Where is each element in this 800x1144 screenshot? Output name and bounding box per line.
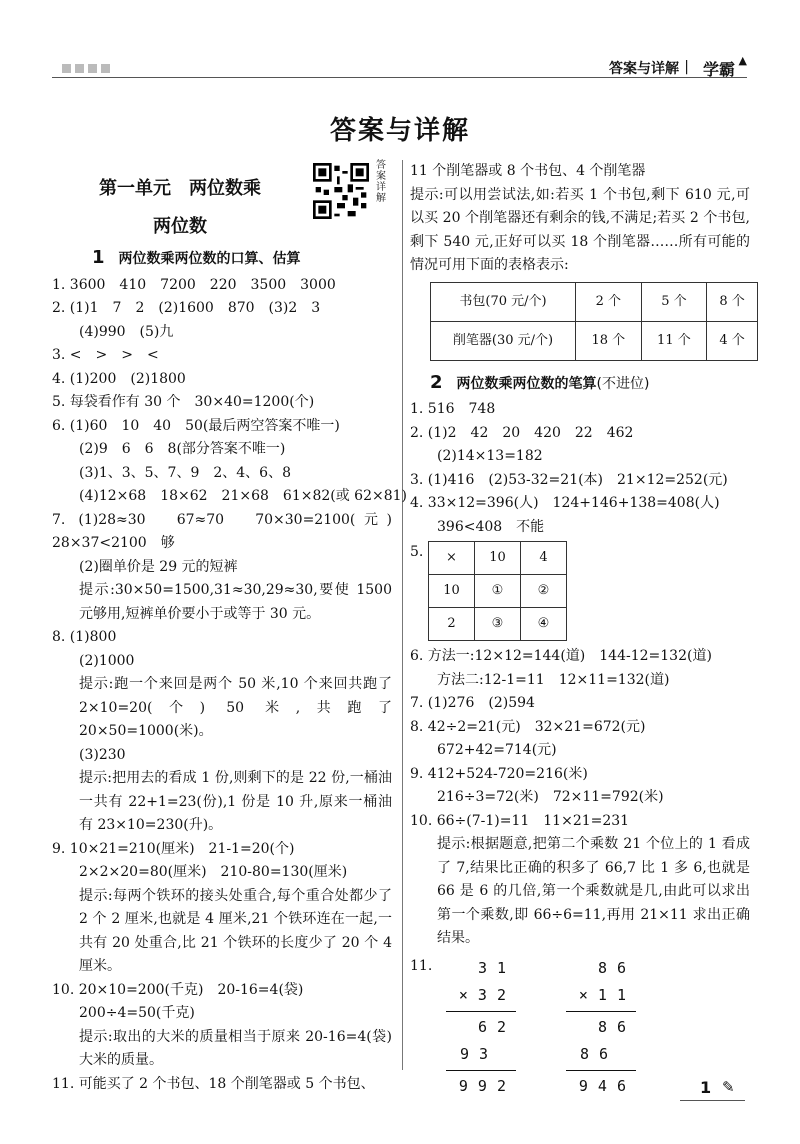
section-2-title-tail: (不进位) [596,375,650,392]
answer-line: 提示:根据题意,把第二个乘数 21 个位上的 1 看成了 7,结果比正确的积多了 66,7 比 1 多 6,也就是 66 是 6 的几倍,第一个乘数就是几,由此可以求出第一个乘数,即 66÷6=11,再用 21×11 求出正确结果。 [437,836,750,946]
answer-line: 提示:每两个铁环的接头处重合,每个重合处都少了 2 个 2 厘米,也就是 4 厘米,21 个铁环连在一起,一共有 20 处重合,比 21 个铁环的长度少了 20 个 4 厘米。 [79,887,392,974]
answer-line: 1. 516 748 [410,401,496,417]
table-cell: ① [475,575,521,608]
unit-title-line2: 两位数 [153,216,207,237]
table-cell: × [429,542,475,575]
answer-line: 7. (1)276 (2)594 [410,695,535,711]
answer-line: 200÷4=50(千克) [79,1005,195,1021]
answer-line: 10. 66÷(7-1)=11 11×21=231 [410,812,630,829]
left-column [52,244,408,1096]
q11-number: 11. [410,957,433,974]
decor-squares [62,64,110,73]
table-cell: 11 个 [641,321,707,360]
page-number: 1 [700,1078,712,1097]
right-mid-answers [410,398,750,539]
calc-multiplier: ×32 [458,985,516,1004]
pencil-icon: ✎ [722,1078,735,1096]
column-divider [402,160,403,1070]
right-column [410,160,750,1100]
section-1-heading [52,246,392,272]
answer-line: (3)230 [79,746,126,763]
section-1-number: 1 [92,247,105,268]
right-bottom-answers [410,645,750,951]
calc-result: 946 [578,1076,636,1095]
unit-title [60,170,300,246]
calc-partial-2: 86 [579,1044,618,1063]
answer-line: 6. (1)60 10 40 50(最后两空答案不唯一) [52,417,340,434]
q5-block [410,541,750,641]
calc-result: 992 [458,1076,516,1095]
section-2-number: 2 [430,371,443,393]
table-row [429,542,567,575]
section-2-heading [410,371,750,397]
calc-rule [446,1070,516,1071]
section-2-title: 两位数乘两位数的笔算 [456,375,597,392]
answer-line: 216÷3=72(米) 72×11=792(米) [437,789,664,805]
calc-rule [446,1011,516,1012]
price-row-sharpener [431,321,758,360]
answer-line: 396<408 不能 [437,518,545,535]
table-cell: 18 个 [576,321,642,360]
table-cell: 4 个 [707,321,758,360]
header-separator: | [684,59,689,75]
answer-line: (2)1000 [79,652,135,669]
right-top-answers [410,160,750,278]
calc-multiplicand: 86 [597,958,636,977]
calc-multiplicand: 31 [477,958,516,977]
vertical-calc-2 [566,955,636,1100]
brand-logo: 学霸 [702,60,735,79]
table-cell: 5 个 [641,282,707,321]
answer-line: 672+42=714(元) [437,742,557,758]
page-header [52,54,747,79]
calc-rule [566,1011,636,1012]
answer-line: 提示:可以用尝试法,如:若买 1 个书包,剩下 610 元,可以买 20 个削笔器还有剩余的钱,不满足;若买 2 个书包,剩下 540 元,正好可以买 18 个削笔器……所有可能的情况可用下面的表格表示: [410,186,750,273]
answer-line: 3. (1)416 (2)53-32=21(本) 21×12=252(元) [410,471,728,488]
answer-line: 7. (1)28≈30 67≈70 70×30=2100(元) 28×37<2100 够 [52,511,406,551]
calc-multiplier: ×11 [578,985,636,1004]
table-cell: 8 个 [707,282,758,321]
calc-partial-1: 62 [477,1017,516,1036]
header-title: 答案与详解 [609,61,679,77]
table-cell: ② [521,575,567,608]
left-answers [52,274,408,1097]
answer-line: 4. 33×12=396(人) 124+146+138=408(人) [410,495,720,511]
price-table [430,282,758,361]
calc-partial-2: 93 [459,1044,498,1063]
footer-rule [680,1100,745,1101]
answer-line: 10. 20×10=200(千克) 20-16=4(袋) [52,981,304,998]
calc-partial-1: 86 [597,1017,636,1036]
table-cell: ④ [521,608,567,641]
section-1-title: 两位数乘两位数的口算、估算 [118,251,301,267]
answer-line: (4)990 (5)九 [79,323,174,340]
calc-rule [566,1070,636,1071]
graduation-cap-icon: ▲ [738,54,747,67]
answer-line: 8. (1)800 [52,629,117,645]
table-row [429,608,567,641]
answer-line: 8. 42÷2=21(元) 32×21=672(元) [410,718,646,735]
vertical-calc-1 [446,955,516,1100]
answer-line: 4. (1)200 (2)1800 [52,370,186,387]
qr-label: 答案详解 [376,160,386,204]
answer-line: 2×2×20=80(厘米) 210-80=130(厘米) [79,864,348,880]
answer-line: (2)14×13=182 [437,448,543,464]
answer-line: 2. (1)2 42 20 420 22 462 [410,424,634,441]
unit-title-line1: 第一单元 两位数乘 [99,178,261,199]
answer-line: 2. (1)1 7 2 (2)1600 870 (3)2 3 [52,300,321,316]
table-cell: ③ [475,608,521,641]
answer-line: 9. 10×21=210(厘米) 21-1=20(个) [52,840,295,857]
answer-line: 9. 412+524-720=216(米) [410,765,588,782]
table-cell: 2 个 [576,282,642,321]
table-cell: 4 [521,542,567,575]
answer-line: 提示:30×50=1500,31≈30,29≈30,要使 1500 元够用,短裤单价要小于或等于 30 元。 [79,582,392,622]
table-cell: 10 [429,575,475,608]
answer-line: (2)圈单价是 29 元的短裤 [79,558,238,575]
table-cell: 书包(70 元/个) [431,282,576,321]
answer-line: 11. 可能买了 2 个书包、18 个削笔器或 5 个书包、 [52,1075,375,1092]
q5-number: 5. [410,544,424,560]
answer-line: 3. < > > < [52,347,159,363]
answer-line: (2)9 6 6 8(部分答案不唯一) [79,441,286,457]
answer-line: 5. 每袋看作有 30 个 30×40=1200(个) [52,394,315,410]
answer-line: (3)1、3、5、7、9 2、4、6、8 [79,464,291,481]
answer-line: 6. 方法一:12×12=144(道) 144-12=132(道) [410,648,712,664]
page-title: 答案与详解 [329,116,470,146]
table-cell: 削笔器(30 元/个) [431,321,576,360]
multiplication-grid [428,541,567,641]
answer-line: (4)12×68 18×62 21×68 61×82(或 62×81) [79,488,408,504]
table-row [429,575,567,608]
table-cell: 2 [429,608,475,641]
qr-code-icon[interactable] [313,163,369,219]
answer-line: 提示:跑一个来回是两个 50 米,10 个来回共跑了 2×10=20(个) 50 米,共跑了 20×50=1000(米)。 [79,676,392,739]
answer-line: 提示:把用去的看成 1 份,则剩下的是 22 份,一桶油一共有 22+1=23(份),1 份是 10 升,原来一桶油有 23×10=230(升)。 [79,770,392,833]
answer-line: 11 个削笔器或 8 个书包、4 个削笔器 [410,163,646,179]
q11-block [410,955,750,1100]
price-row-bag [431,282,758,321]
table-cell: 10 [475,542,521,575]
answer-line: 1. 3600 410 7200 220 3500 3000 [52,276,336,293]
answer-line: 提示:取出的大米的质量相当于原来 20-16=4(袋)大米的质量。 [79,1028,392,1068]
answer-line: 方法二:12-1=11 12×11=132(道) [437,671,670,688]
